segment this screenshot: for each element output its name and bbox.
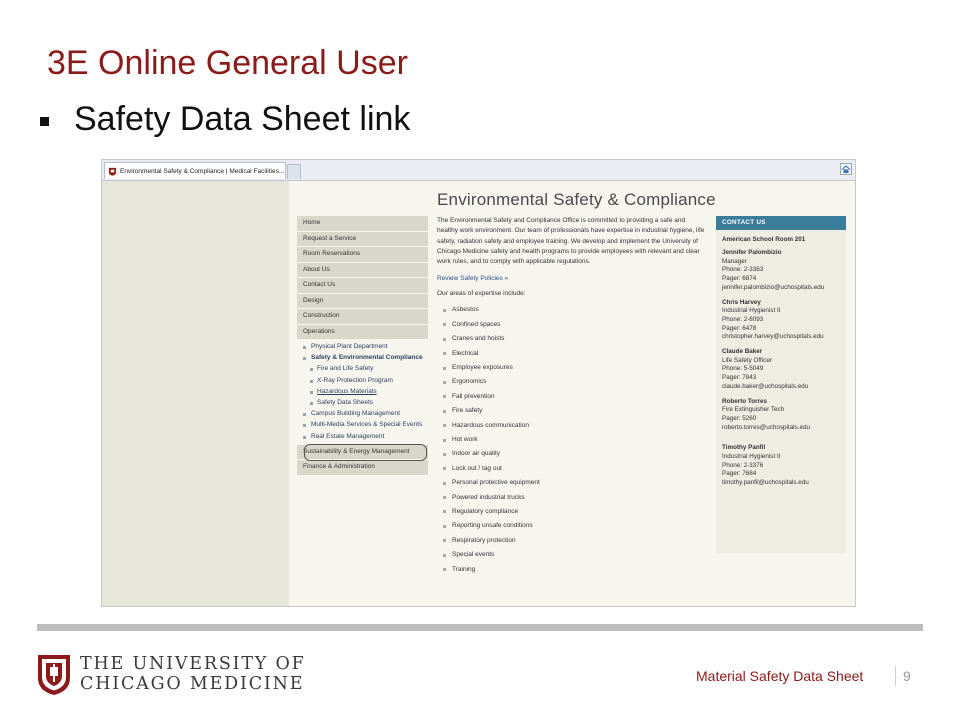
nav-item-request-service[interactable]: Request a Service — [297, 232, 428, 248]
university-crest-icon — [37, 654, 71, 696]
browser-tab-title: Environmental Safety & Compliance | Medical Facilities... — [120, 167, 285, 175]
contact-pager: Pager: 6874 — [722, 275, 757, 283]
list-item: Ergonomics — [437, 375, 705, 389]
list-item: Respiratory protection — [437, 534, 705, 548]
bullet-text: Safety Data Sheet link — [74, 100, 411, 138]
list-item: Cranes and hoists — [437, 332, 705, 346]
browser-screenshot — [101, 159, 856, 607]
browser-tab-bar — [102, 160, 855, 181]
site-title: Environmental Safety & Compliance — [437, 190, 716, 209]
nav-subsub-hazardous-materials[interactable]: Hazardous Materials — [297, 388, 428, 396]
nav-subsub-safety-data-sheets[interactable]: Safety Data Sheets — [297, 399, 428, 407]
areas-heading: Our areas of expertise include: — [437, 290, 526, 298]
nav-sub-campus-building[interactable]: Campus Building Management — [297, 410, 428, 418]
nav-sub-real-estate[interactable]: Real Estate Management — [297, 433, 428, 441]
contact-email-link[interactable]: roberto.torres@uchospitals.edu — [722, 423, 810, 431]
university-logo — [37, 654, 306, 696]
bullet-square-icon — [40, 117, 49, 126]
list-item: Employee exposures — [437, 361, 705, 375]
nav-subsub-fire-life-safety[interactable]: Fire and Life Safety — [297, 365, 428, 373]
nav-sub-physical-plant[interactable]: Physical Plant Department — [297, 343, 428, 351]
tab-favicon-icon — [108, 167, 117, 176]
intro-paragraph: The Environmental Safety and Compliance Office is committed to providing a safe and healthy work environment. Our team of professionals have expertise in industrial hygiene, life safety, radiation safety and employee training. We develop and implement the University of Chicago Medicine safety and health programs to provide employees with relevant and clear work rules, and to comply with applicable regulations. — [437, 217, 705, 266]
contact-pager: Pager: 7843 — [722, 374, 757, 382]
footer-divider — [37, 624, 923, 631]
contact-title: Manager — [722, 257, 747, 265]
nav-item-finance[interactable]: Finance & Administration — [297, 460, 428, 476]
nav-item-construction[interactable]: Construction — [297, 309, 428, 325]
nav-item-sustainability[interactable]: Sustainability & Energy Management — [297, 445, 428, 461]
contact-entry — [722, 299, 840, 343]
footer-label: Material Safety Data Sheet — [696, 668, 864, 684]
contact-name: Roberto Torres — [722, 397, 768, 405]
contact-panel — [716, 216, 846, 553]
main-content — [437, 216, 705, 577]
nav-item-contact-us[interactable]: Contact Us — [297, 278, 428, 294]
contact-title: Industrial Hygienist II — [722, 453, 781, 461]
contact-body — [716, 230, 846, 488]
contact-pager: Pager: 7684 — [722, 470, 757, 478]
list-item: Special events — [437, 548, 705, 562]
new-tab-button[interactable] — [287, 164, 301, 179]
bullet-row — [40, 100, 410, 139]
list-item: Hot work — [437, 433, 705, 447]
contact-entry — [722, 398, 840, 433]
list-item: Indoor air quality — [437, 447, 705, 461]
contact-title: Industrial Hygienist II — [722, 307, 781, 315]
logo-text — [80, 654, 306, 694]
list-item: Training — [437, 563, 705, 577]
contact-title: Fire Extinguisher Tech — [722, 406, 785, 414]
list-item: Personal protective equipment — [437, 476, 705, 490]
list-item: Regulatory compliance — [437, 505, 705, 519]
contact-phone: Phone: 2-8093 — [722, 315, 764, 323]
contact-entry — [722, 249, 840, 293]
contact-email-link[interactable]: jennifer.palombizio@uchospitals.edu — [722, 283, 825, 291]
list-item: Reporting unsafe conditions — [437, 519, 705, 533]
nav-item-room-reservations[interactable]: Room Reservations — [297, 247, 428, 263]
contact-heading: CONTACT US — [716, 216, 846, 230]
contact-room: American School Room 201 — [722, 236, 806, 243]
list-item: Lock out / tag out — [437, 462, 705, 476]
left-navigation — [297, 216, 428, 476]
contact-name: Claude Baker — [722, 348, 763, 356]
contact-title: Life Safety Officer — [722, 356, 772, 364]
nav-item-operations[interactable]: Operations — [297, 325, 428, 341]
contact-phone: Phone: 2-3376 — [722, 461, 764, 469]
contact-name: Timothy Panfil — [722, 444, 766, 452]
list-item: Hazardous communication — [437, 419, 705, 433]
contact-name: Chris Harvey — [722, 298, 761, 306]
nav-item-home[interactable]: Home — [297, 216, 428, 232]
expertise-list — [437, 303, 705, 576]
contact-email-link[interactable]: claude.baker@uchospitals.edu — [722, 382, 809, 390]
contact-phone: Phone: 2-3363 — [722, 266, 764, 274]
contact-email-link[interactable]: timothy.panfil@uchospitals.edu — [722, 479, 809, 487]
contact-entry — [722, 348, 840, 392]
nav-sub-safety-environmental[interactable]: Safety & Environmental Compliance — [297, 354, 428, 362]
list-item: Fall prevention — [437, 390, 705, 404]
safety-data-sheets-highlight — [304, 444, 427, 461]
contact-pager: Pager: 6478 — [722, 324, 757, 332]
contact-phone: Phone: 5-5049 — [722, 365, 764, 373]
nav-item-about-us[interactable]: About Us — [297, 263, 428, 279]
review-safety-policies-link[interactable]: Review Safety Policies » — [437, 275, 509, 283]
logo-line-2: CHICAGO MEDICINE — [80, 674, 305, 694]
contact-pager: Pager: 5260 — [722, 414, 757, 422]
web-page — [289, 181, 856, 607]
contact-name: Jennifer Palombizio — [722, 249, 782, 256]
home-icon[interactable] — [840, 163, 852, 175]
contact-email-link[interactable]: christopher.harvey@uchospitals.edu — [722, 333, 824, 341]
page-number: 9 — [903, 668, 911, 684]
nav-item-design[interactable]: Design — [297, 294, 428, 310]
nav-subsub-xray-protection[interactable]: X-Ray Protection Program — [297, 377, 428, 385]
page-left-gutter — [102, 181, 289, 607]
list-item: Fire safety — [437, 404, 705, 418]
browser-tab[interactable] — [104, 162, 286, 179]
logo-line-1: THE UNIVERSITY OF — [80, 654, 306, 674]
list-item: Confined spaces — [437, 318, 705, 332]
list-item: Powered industrial trucks — [437, 491, 705, 505]
contact-entry — [722, 444, 840, 488]
nav-sub-multimedia[interactable]: Multi-Media Services & Special Events — [297, 421, 428, 429]
list-item: Electrical — [437, 347, 705, 361]
page-number-separator — [895, 666, 896, 686]
slide-title: 3E Online General User — [47, 44, 408, 82]
list-item: Asbestos — [437, 303, 705, 317]
